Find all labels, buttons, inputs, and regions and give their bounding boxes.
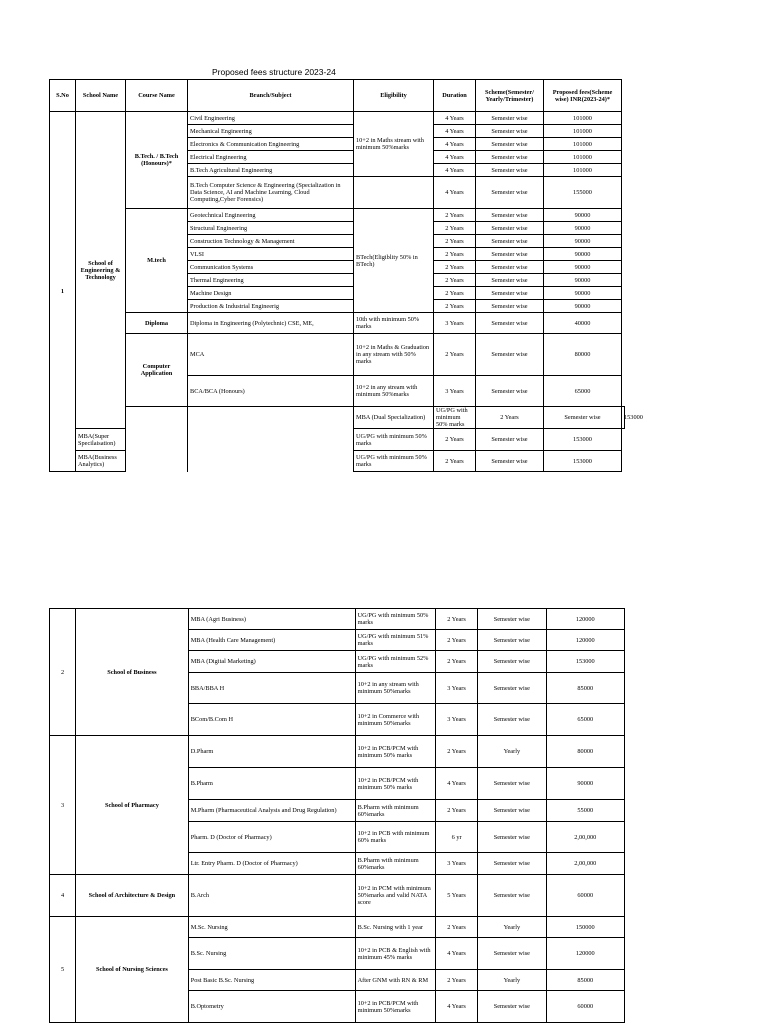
fee-cell: 101000 bbox=[544, 151, 622, 164]
scheme-cell: Semester wise bbox=[478, 609, 546, 630]
branch-cell: VLSI bbox=[188, 248, 354, 261]
eligibility-cell: 10+2 in PCB with minimum 60% marks bbox=[355, 822, 435, 853]
scheme-cell: Semester wise bbox=[476, 274, 544, 287]
duration-cell: 4 Years bbox=[434, 138, 476, 151]
scheme-cell: Semester wise bbox=[476, 451, 544, 472]
scheme-cell: Semester wise bbox=[478, 938, 546, 970]
scheme-cell: Semester wise bbox=[478, 822, 546, 853]
fee-cell: 90000 bbox=[544, 248, 622, 261]
fee-cell: 153000 bbox=[544, 451, 622, 472]
table-row bbox=[50, 736, 625, 768]
duration-cell: 2 Years bbox=[434, 222, 476, 235]
duration-cell: 3 Years bbox=[434, 376, 476, 407]
header-course-name: Course Name bbox=[126, 80, 188, 112]
scheme-cell: Semester wise bbox=[476, 138, 544, 151]
course-name: M.tech bbox=[126, 209, 188, 313]
fee-cell: 155000 bbox=[544, 177, 622, 209]
branch-cell: B.Tech Agricultural Engineering bbox=[188, 164, 354, 177]
scheme-cell: Semester wise bbox=[478, 853, 546, 875]
school-name: School of Pharmacy bbox=[76, 736, 189, 875]
eligibility-cell: B.Pharm with minimum 60%marks bbox=[355, 800, 435, 822]
fee-cell: 90000 bbox=[544, 261, 622, 274]
branch-cell: Structural Engineering bbox=[188, 222, 354, 235]
duration-cell: 4 Years bbox=[434, 177, 476, 209]
branch-cell: Electrical Engineering bbox=[188, 151, 354, 164]
duration-cell: 4 Years bbox=[434, 151, 476, 164]
fee-cell: 80000 bbox=[546, 736, 624, 768]
branch-cell: Civil Engineering bbox=[188, 112, 354, 125]
duration-cell: 4 Years bbox=[435, 768, 477, 800]
school-name: School of Business bbox=[76, 609, 189, 736]
fee-cell: 153000 bbox=[546, 651, 624, 673]
duration-cell: 2 Years bbox=[434, 248, 476, 261]
course-name: Diploma bbox=[126, 313, 188, 334]
eligibility-cell: 10+2 in PCB & English with minimum 45% marks bbox=[355, 938, 435, 970]
branch-cell: Post Basic B.Sc. Nursing bbox=[188, 970, 355, 991]
branch-cell: BBA/BBA H bbox=[188, 673, 355, 704]
duration-cell: 5 Years bbox=[435, 875, 477, 917]
branch-cell: B.Sc. Nursing bbox=[188, 938, 355, 970]
scheme-cell: Semester wise bbox=[476, 429, 544, 451]
header-fees: Proposed fees(Scheme wise) INR(2023-24)* bbox=[544, 80, 622, 112]
branch-cell: B.Optometry bbox=[188, 991, 355, 1023]
fee-cell: 60000 bbox=[546, 991, 624, 1023]
table-row bbox=[50, 334, 625, 376]
fees-table-page-1 bbox=[49, 79, 643, 472]
branch-cell: Electronics & Communication Engineering bbox=[188, 138, 354, 151]
fee-cell: 85000 bbox=[546, 970, 624, 991]
fee-cell: 80000 bbox=[544, 334, 622, 376]
duration-cell: 3 Years bbox=[435, 704, 477, 736]
branch-cell: M.Sc. Nursing bbox=[188, 917, 355, 938]
table-row bbox=[50, 875, 625, 917]
eligibility-cell: UG/PG with minimum 50% marks bbox=[354, 451, 434, 472]
header-eligibility: Eligibility bbox=[354, 80, 434, 112]
fee-cell: 55000 bbox=[546, 800, 624, 822]
branch-cell: MBA(Super Specilaisation) bbox=[76, 429, 126, 451]
school-name: School of Engineering & Technology bbox=[76, 112, 126, 429]
duration-cell: 2 Years bbox=[435, 917, 477, 938]
duration-cell: 3 Years bbox=[434, 313, 476, 334]
fee-cell: 65000 bbox=[544, 376, 622, 407]
fee-cell: 90000 bbox=[544, 287, 622, 300]
fee-cell: 2,00,000 bbox=[546, 822, 624, 853]
branch-cell: Mechanical Engineering bbox=[188, 125, 354, 138]
branch-cell: Thermal Engineering bbox=[188, 274, 354, 287]
school-sno: 3 bbox=[50, 736, 76, 875]
fee-cell: 101000 bbox=[544, 138, 622, 151]
duration-cell: 2 Years bbox=[434, 451, 476, 472]
eligibility-cell: B.Sc. Nursing with 1 year bbox=[355, 917, 435, 938]
table-row bbox=[50, 209, 625, 222]
course-name-blank bbox=[188, 407, 354, 472]
duration-cell: 6 yr bbox=[435, 822, 477, 853]
scheme-cell: Semester wise bbox=[476, 248, 544, 261]
eligibility-cell: 10+2 in PCB/PCM with minimum 50% marks bbox=[355, 768, 435, 800]
fee-cell: 90000 bbox=[544, 209, 622, 222]
branch-cell: B.Arch bbox=[188, 875, 355, 917]
header-row bbox=[50, 80, 625, 112]
eligibility-cell: 10+2 in Maths & Graduation in any stream with 50% marks bbox=[354, 334, 434, 376]
header-scheme: Scheme(Semester/ Yearly/Trimester) bbox=[476, 80, 544, 112]
scheme-cell: Yearly bbox=[478, 736, 546, 768]
fee-cell: 90000 bbox=[544, 300, 622, 313]
branch-cell: B.Pharm bbox=[188, 768, 355, 800]
duration-cell: 2 Years bbox=[434, 209, 476, 222]
table-row bbox=[50, 313, 625, 334]
duration-cell: 2 Years bbox=[434, 274, 476, 287]
branch-cell: Production & Industrial Engineerig bbox=[188, 300, 354, 313]
header-school-name: School Name bbox=[76, 80, 126, 112]
fee-cell: 150000 bbox=[546, 917, 624, 938]
fees-table-page-2 bbox=[49, 608, 625, 1023]
eligibility-cell: B.Pharm with minimum 60%marks bbox=[355, 853, 435, 875]
eligibility-cell: 10+2 in any stream with minimum 50%marks bbox=[354, 376, 434, 407]
duration-cell: 2 Years bbox=[434, 235, 476, 248]
school-name-blank bbox=[126, 407, 188, 472]
school-name: School of Nursing Sciences bbox=[76, 917, 189, 1023]
fee-cell: 90000 bbox=[544, 274, 622, 287]
scheme-cell: Semester wise bbox=[478, 991, 546, 1023]
branch-cell: MBA (Dual Specialization) bbox=[354, 407, 434, 429]
header-sno: S.No bbox=[50, 80, 76, 112]
duration-cell: 2 Years bbox=[435, 609, 477, 630]
eligibility-cell: 10+2 in PCB/PCM with minimum 50%marks bbox=[355, 991, 435, 1023]
duration-cell: 2 Years bbox=[435, 651, 477, 673]
scheme-cell: Semester wise bbox=[476, 313, 544, 334]
fee-cell: 90000 bbox=[544, 222, 622, 235]
eligibility-cell: UG/PG with minimum 52% marks bbox=[355, 651, 435, 673]
duration-cell: 2 Years bbox=[476, 407, 544, 429]
fee-cell: 90000 bbox=[546, 768, 624, 800]
duration-cell: 4 Years bbox=[434, 112, 476, 125]
scheme-cell: Semester wise bbox=[478, 704, 546, 736]
branch-cell: MBA(Business Analytics) bbox=[76, 451, 126, 472]
scheme-cell: Semester wise bbox=[476, 151, 544, 164]
duration-cell: 2 Years bbox=[434, 287, 476, 300]
school-name: School of Architecture & Design bbox=[76, 875, 189, 917]
duration-cell: 3 Years bbox=[435, 853, 477, 875]
course-name: Computer Application bbox=[126, 334, 188, 407]
branch-cell: B.Tech Computer Science & Engineering (Specialization in Data Science, AI and Machine Learning, Cloud Computing,Cyber Forensics) bbox=[188, 177, 354, 209]
duration-cell: 2 Years bbox=[434, 261, 476, 274]
duration-cell: 2 Years bbox=[434, 334, 476, 376]
fee-cell: 101000 bbox=[544, 125, 622, 138]
eligibility-cell: 10+2 in Commerce with minimum 50%marks bbox=[355, 704, 435, 736]
branch-cell: Machine Design bbox=[188, 287, 354, 300]
duration-cell: 2 Years bbox=[434, 300, 476, 313]
page-title: Proposed fees structure 2023-24 bbox=[212, 67, 336, 77]
fee-cell: 120000 bbox=[546, 630, 624, 651]
eligibility-cell-blank bbox=[354, 177, 434, 209]
scheme-cell: Yearly bbox=[478, 917, 546, 938]
branch-cell: D.Pharm bbox=[188, 736, 355, 768]
header-branch: Branch/Subject bbox=[188, 80, 354, 112]
scheme-cell: Yearly bbox=[478, 970, 546, 991]
fee-cell: 101000 bbox=[544, 164, 622, 177]
duration-cell: 2 Years bbox=[434, 429, 476, 451]
table-row bbox=[50, 917, 625, 938]
fee-cell: 120000 bbox=[546, 609, 624, 630]
duration-cell: 4 Years bbox=[434, 125, 476, 138]
fee-cell: 65000 bbox=[546, 704, 624, 736]
duration-cell: 3 Years bbox=[435, 673, 477, 704]
branch-cell: M.Pharm (Pharmaceutical Analysis and Drug Regulation) bbox=[188, 800, 355, 822]
scheme-cell: Semester wise bbox=[478, 875, 546, 917]
branch-cell: Diploma in Engineering (Polytechnic) CSE, ME, bbox=[188, 313, 354, 334]
eligibility-cell: After GNM with RN & RM bbox=[355, 970, 435, 991]
branch-cell: MBA (Digital Marketing) bbox=[188, 651, 355, 673]
duration-cell: 2 Years bbox=[435, 736, 477, 768]
duration-cell: 4 Years bbox=[434, 164, 476, 177]
scheme-cell: Semester wise bbox=[476, 287, 544, 300]
duration-cell: 2 Years bbox=[435, 630, 477, 651]
school-sno: 5 bbox=[50, 917, 76, 1023]
eligibility-cell: UG/PG with minimum 51% marks bbox=[355, 630, 435, 651]
eligibility-cell: UG/PG with minimum 50% marks bbox=[354, 429, 434, 451]
branch-cell: Pharm. D (Doctor of Pharmacy) bbox=[188, 822, 355, 853]
eligibility-cell: 10+2 in Maths stream with minimum 50%marks bbox=[354, 112, 434, 177]
branch-cell: BCom/B.Com H bbox=[188, 704, 355, 736]
school-sno: 1 bbox=[50, 112, 76, 472]
scheme-cell: Semester wise bbox=[476, 334, 544, 376]
branch-cell: Ltr. Entry Pharm. D (Doctor of Pharmacy) bbox=[188, 853, 355, 875]
scheme-cell: Semester wise bbox=[476, 209, 544, 222]
scheme-cell: Semester wise bbox=[478, 673, 546, 704]
eligibility-cell: UG/PG with minimum 50% marks bbox=[434, 407, 476, 429]
fee-cell: 120000 bbox=[546, 938, 624, 970]
scheme-cell: Semester wise bbox=[476, 112, 544, 125]
school-sno: 2 bbox=[50, 609, 76, 736]
eligibility-cell: UG/PG with minimum 50% marks bbox=[355, 609, 435, 630]
scheme-cell: Semester wise bbox=[476, 222, 544, 235]
header-duration: Duration bbox=[434, 80, 476, 112]
fee-cell: 90000 bbox=[544, 235, 622, 248]
duration-cell: 2 Years bbox=[435, 800, 477, 822]
fee-cell: 153000 bbox=[544, 429, 622, 451]
scheme-cell: Semester wise bbox=[476, 164, 544, 177]
fee-cell: 85000 bbox=[546, 673, 624, 704]
school-sno: 4 bbox=[50, 875, 76, 917]
eligibility-cell: BTech(Eligiblity 50% in BTech) bbox=[354, 209, 434, 313]
fee-cell: 101000 bbox=[544, 112, 622, 125]
scheme-cell: Semester wise bbox=[478, 651, 546, 673]
scheme-cell: Semester wise bbox=[476, 261, 544, 274]
eligibility-cell: 10+2 in PCB/PCM with minimum 50% marks bbox=[355, 736, 435, 768]
scheme-cell: Semester wise bbox=[476, 235, 544, 248]
branch-cell: Construction Technology & Management bbox=[188, 235, 354, 248]
duration-cell: 4 Years bbox=[435, 991, 477, 1023]
fee-cell: 60000 bbox=[546, 875, 624, 917]
fee-cell: 153000 bbox=[622, 407, 625, 429]
table-row bbox=[50, 609, 625, 630]
scheme-cell: Semester wise bbox=[476, 300, 544, 313]
branch-cell: MBA (Agri Business) bbox=[188, 609, 355, 630]
duration-cell: 4 Years bbox=[435, 938, 477, 970]
eligibility-cell: 10th with minimum 50% marks bbox=[354, 313, 434, 334]
branch-cell: MBA (Health Care Management) bbox=[188, 630, 355, 651]
table-row bbox=[50, 112, 625, 125]
scheme-cell: Semester wise bbox=[478, 768, 546, 800]
scheme-cell: Semester wise bbox=[478, 630, 546, 651]
branch-cell: Communication Systems bbox=[188, 261, 354, 274]
course-name: B.Tech. / B.Tech (Honours)* bbox=[126, 112, 188, 209]
fee-cell: 40000 bbox=[544, 313, 622, 334]
scheme-cell: Semester wise bbox=[478, 800, 546, 822]
duration-cell: 2 Years bbox=[435, 970, 477, 991]
eligibility-cell: 10+2 in any stream with minimum 50%marks bbox=[355, 673, 435, 704]
branch-cell: BCA/BCA (Honours) bbox=[188, 376, 354, 407]
branch-cell: Geotechnical Engineering bbox=[188, 209, 354, 222]
fee-cell: 2,00,000 bbox=[546, 853, 624, 875]
branch-cell: MCA bbox=[188, 334, 354, 376]
scheme-cell: Semester wise bbox=[476, 376, 544, 407]
scheme-cell: Semester wise bbox=[476, 177, 544, 209]
eligibility-cell: 10+2 in PCM with minimum 50%marks and valid NATA score bbox=[355, 875, 435, 917]
scheme-cell: Semester wise bbox=[476, 125, 544, 138]
scheme-cell: Semester wise bbox=[544, 407, 622, 429]
table-row bbox=[50, 407, 625, 429]
